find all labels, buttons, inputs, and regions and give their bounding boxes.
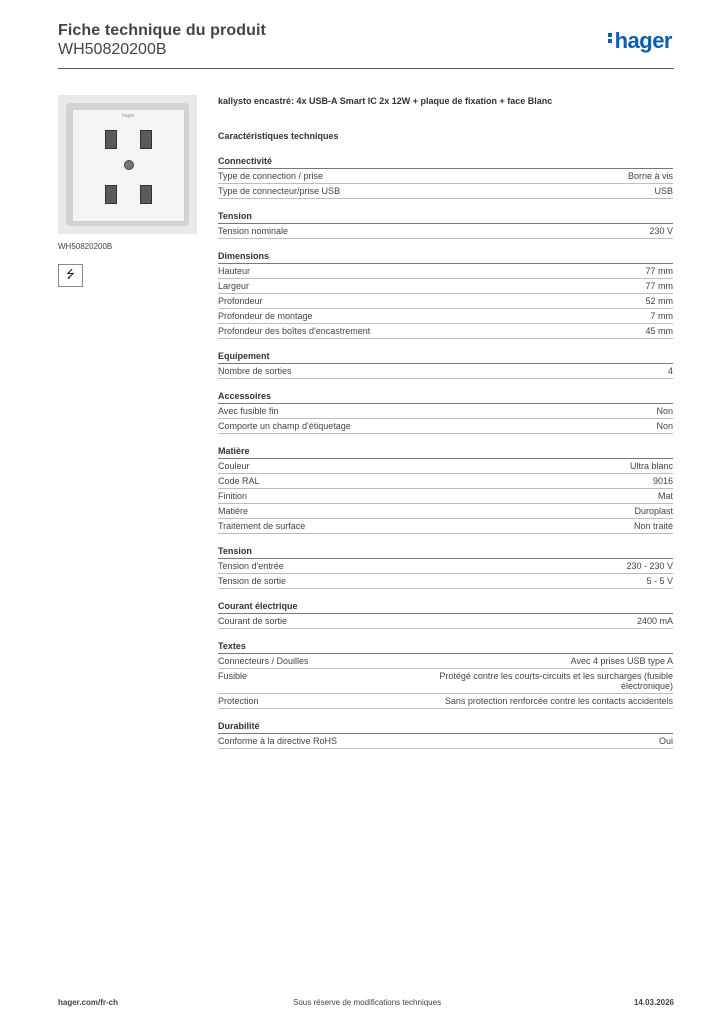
spec-row <box>218 474 673 489</box>
spec-section <box>218 446 673 534</box>
spec-row <box>218 224 673 239</box>
page-header <box>58 22 674 59</box>
spec-row <box>218 324 673 339</box>
spec-section <box>218 211 673 239</box>
footer-notice: Sous réserve de modifications techniques <box>293 998 442 1007</box>
spec-value: Duroplast <box>634 506 673 516</box>
spec-row <box>218 614 673 629</box>
spec-label: Largeur <box>218 281 250 291</box>
usb-port-icon <box>140 130 152 149</box>
footer-website[interactable]: hager.com/fr-ch <box>58 998 119 1007</box>
spec-label: Connecteurs / Douilles <box>218 656 309 666</box>
spec-row <box>218 419 673 434</box>
spec-value: USB <box>654 186 673 196</box>
spec-section <box>218 351 673 379</box>
spec-value: Protégé contre les courts-circuits et les surcharges (fusible électronique) <box>439 671 673 691</box>
spec-value: 2400 mA <box>636 616 673 626</box>
spec-label: Avec fusible fin <box>218 406 279 416</box>
spec-section-title: Tension <box>218 546 673 559</box>
usb-socket-plate <box>72 109 185 222</box>
spec-value: 77 mm <box>645 281 673 291</box>
spec-label: Matière <box>218 506 249 516</box>
spec-section-title: Connectivité <box>218 156 673 169</box>
spec-value: 4 <box>667 366 673 376</box>
spec-row <box>218 169 673 184</box>
spec-row <box>218 364 673 379</box>
spec-value: 77 mm <box>645 266 673 276</box>
spec-label: Conforme à la directive RoHS <box>218 736 338 746</box>
spec-section-title: Tension <box>218 211 673 224</box>
spec-value: 9016 <box>652 476 673 486</box>
spec-table <box>218 156 673 761</box>
product-description: kallysto encastré: 4x USB-A Smart IC 2x 12W + plaque de fixation + face Blanc <box>218 96 553 106</box>
image-caption: WH50820200B <box>58 242 113 251</box>
spec-value: Non traité <box>633 521 673 531</box>
spec-value: Avec 4 prises USB type A <box>570 656 673 666</box>
hager-logo <box>608 28 672 54</box>
spec-section <box>218 641 673 709</box>
logo-dots-icon <box>608 31 613 45</box>
spec-label: Tension de sortie <box>218 576 287 586</box>
header-divider <box>58 68 674 69</box>
spec-label: Profondeur des boîtes d'encastrement <box>218 326 371 336</box>
spec-label: Courant de sortie <box>218 616 288 626</box>
spec-value: 230 V <box>649 226 673 236</box>
spec-value: 230 - 230 V <box>626 561 673 571</box>
document-title: Fiche technique du produit <box>58 22 266 39</box>
spec-value: 45 mm <box>645 326 673 336</box>
spec-section-title: Textes <box>218 641 673 654</box>
spec-section <box>218 391 673 434</box>
spec-section-title: Accessoires <box>218 391 673 404</box>
spec-section-title: Durabilité <box>218 721 673 734</box>
product-image <box>58 95 197 234</box>
spec-section-title: Matière <box>218 446 673 459</box>
spec-row <box>218 559 673 574</box>
spec-value: 5 - 5 V <box>646 576 673 586</box>
spec-heading: Caractéristiques techniques <box>218 131 339 141</box>
spec-value: Non <box>656 406 673 416</box>
spec-section <box>218 721 673 749</box>
spec-row <box>218 669 673 694</box>
spec-value: Non <box>656 421 673 431</box>
spec-row <box>218 404 673 419</box>
spec-value: Borne à vis <box>627 171 673 181</box>
spec-label: Code RAL <box>218 476 260 486</box>
spec-row <box>218 459 673 474</box>
spec-value: 7 mm <box>650 311 673 321</box>
spec-value: Mat <box>657 491 673 501</box>
spec-value: 52 mm <box>645 296 673 306</box>
spec-label: Profondeur <box>218 296 263 306</box>
spec-row <box>218 264 673 279</box>
screw-icon <box>124 160 134 170</box>
spec-label: Hauteur <box>218 266 251 276</box>
spec-label: Tension nominale <box>218 226 289 236</box>
spec-label: Couleur <box>218 461 250 471</box>
spec-section <box>218 601 673 629</box>
spec-label: Traitement de surface <box>218 521 306 531</box>
spec-row <box>218 489 673 504</box>
spec-section <box>218 546 673 589</box>
spec-label: Protection <box>218 696 259 706</box>
spec-value: Sans protection renforcée contre les contacts accidentels <box>444 696 673 706</box>
spec-label: Finition <box>218 491 248 501</box>
spec-row <box>218 734 673 749</box>
usb-port-icon <box>140 185 152 204</box>
spec-row <box>218 519 673 534</box>
spec-label: Profondeur de montage <box>218 311 313 321</box>
spec-label: Comporte un champ d'étiquetage <box>218 421 351 431</box>
spec-section-title: Equipement <box>218 351 673 364</box>
spec-row <box>218 504 673 519</box>
spec-row <box>218 184 673 199</box>
spec-section <box>218 156 673 199</box>
spec-value: Oui <box>658 736 673 746</box>
spec-label: Nombre de sorties <box>218 366 292 376</box>
plate-brand-label: hager <box>122 113 135 119</box>
spec-label: Tension d'entrée <box>218 561 284 571</box>
spec-section-title: Dimensions <box>218 251 673 264</box>
spec-row <box>218 294 673 309</box>
spec-label: Fusible <box>218 671 248 681</box>
usb-icon: ⭍ <box>58 264 83 287</box>
spec-section <box>218 251 673 339</box>
product-reference: WH50820200B <box>58 41 167 58</box>
spec-row <box>218 279 673 294</box>
usb-port-icon <box>105 185 117 204</box>
footer-date: 14.03.2026 <box>633 998 674 1007</box>
logo-text: hager <box>614 28 672 53</box>
spec-value: Ultra blanc <box>629 461 673 471</box>
spec-row <box>218 694 673 709</box>
spec-row <box>218 309 673 324</box>
spec-label: Type de connection / prise <box>218 171 324 181</box>
spec-label: Type de connecteur/prise USB <box>218 186 341 196</box>
usb-port-icon <box>105 130 117 149</box>
spec-row <box>218 654 673 669</box>
spec-section-title: Courant électrique <box>218 601 673 614</box>
spec-row <box>218 574 673 589</box>
